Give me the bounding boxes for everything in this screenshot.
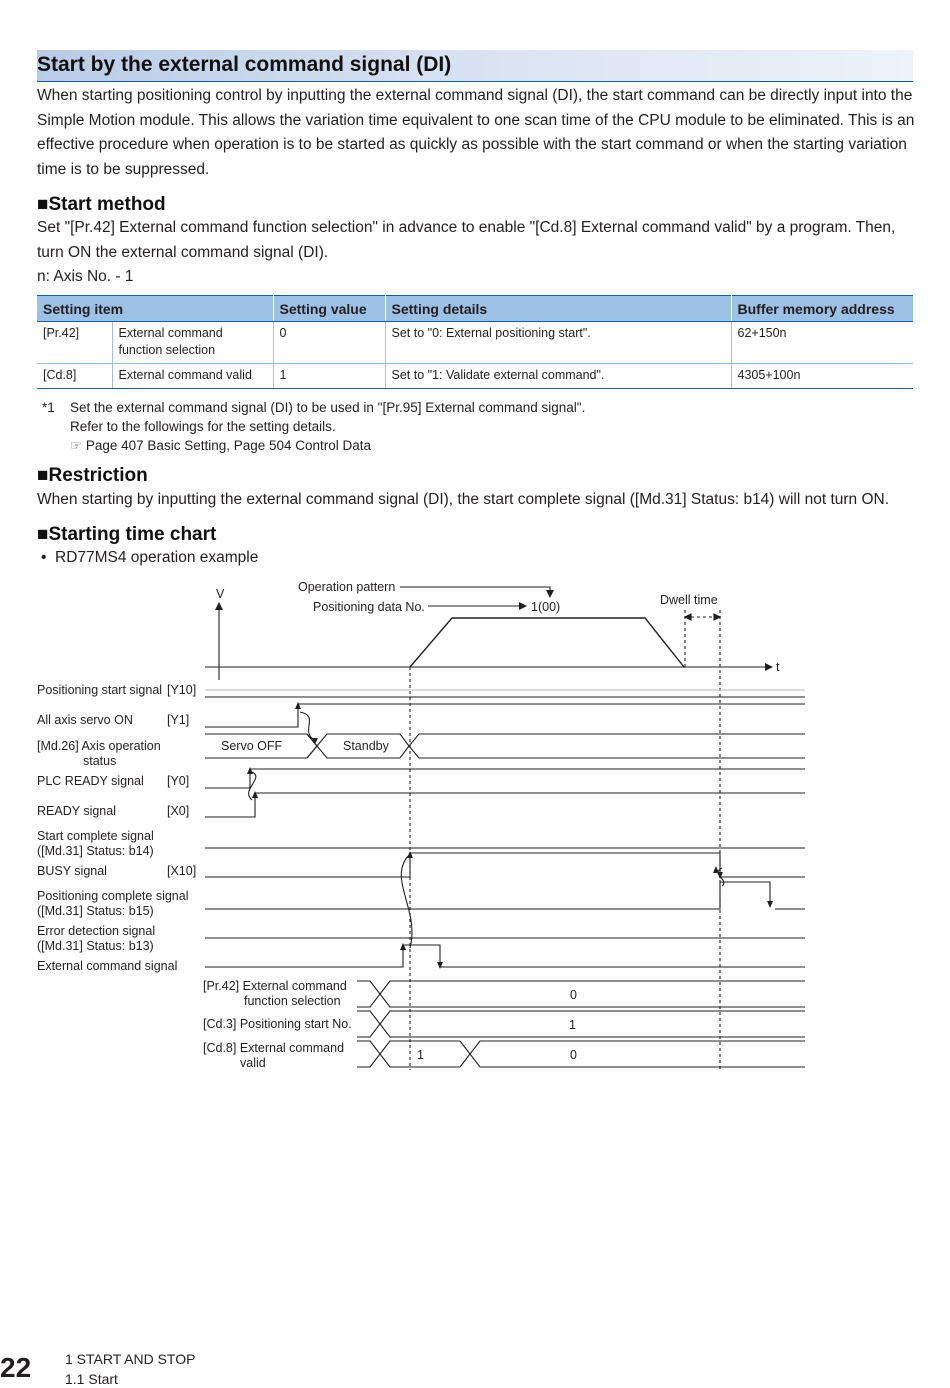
label-start-complete: Start complete signal: [37, 829, 154, 843]
section-title-bar: [37, 50, 913, 82]
table-row: [37, 364, 913, 389]
footer-section: 1.1 Start: [65, 1371, 118, 1387]
header-buffer-address: Buffer memory address: [731, 296, 913, 322]
timing-diagram: [0, 575, 950, 1085]
label-error-detection-2: ([Md.31] Status: b13): [37, 939, 154, 953]
label-cd8: [Cd.8] External command: [203, 1041, 345, 1055]
cell-value: 0: [273, 322, 385, 364]
header-setting-details: Setting details: [385, 296, 731, 322]
pointing-hand-icon: ☞: [70, 438, 83, 453]
label-start-complete-2: ([Md.31] Status: b14): [37, 844, 154, 858]
settings-table: [37, 295, 913, 389]
restriction-text: When starting by inputting the external command signal (DI), the start complete signal ([Md.31] Status: b14) will not turn ON.: [37, 491, 890, 508]
cell-address: 4305+100n: [731, 364, 913, 389]
label-busy: BUSY signal: [37, 864, 107, 878]
cell-details: Set to "0: External positioning start".: [385, 322, 731, 364]
table-header-row: [37, 296, 913, 322]
label-cd3: [Cd.3] Positioning start No.: [203, 1017, 352, 1031]
header-setting-value: Setting value: [273, 296, 385, 322]
header-setting-item: Setting item: [37, 296, 273, 322]
status-standby: Standby: [343, 739, 389, 753]
bus-cd3: [357, 1011, 805, 1037]
cell-code: [Pr.42]: [37, 322, 112, 364]
bullet-icon: •: [41, 549, 47, 566]
start-method-text: Set "[Pr.42] External command function selection" in advance to enable "[Cd.8] External command valid" by a program. Then, turn ON the external command signal (DI).: [37, 219, 896, 261]
positioning-data-value: 1(00): [531, 600, 561, 614]
intro-paragraph: When starting positioning control by inputting the external command signal (DI), the start command can be directly input into the Simple Motion module. This allows the variation time equivalent to one scan time of the CPU module to be eliminated. This is an effective procedure when operation is to be started as quickly as possible with the start command or when the starting variation time is to be suppressed.: [37, 87, 915, 178]
cd3-value: 1: [569, 1018, 576, 1032]
device-x10: [X10]: [167, 864, 197, 878]
cell-code: [Cd.8]: [37, 364, 112, 389]
label-all-axis-servo-on: All axis servo ON: [37, 713, 133, 727]
cell-name: External command function selection: [112, 322, 273, 364]
cd8-value-b: 0: [570, 1048, 577, 1062]
label-cd8-2: valid: [240, 1056, 266, 1070]
footer-chapter: 1 START AND STOP: [65, 1351, 196, 1367]
bus-cd8: [357, 1041, 805, 1067]
label-axis-operation-status: [Md.26] Axis operation: [37, 739, 161, 753]
signal-x10: [205, 853, 805, 877]
label-ready: READY signal: [37, 804, 116, 818]
time-chart-heading: ■Starting time chart: [37, 524, 217, 545]
label-axis-operation-status-2: status: [83, 754, 117, 768]
servo-on-causal-arrow: [300, 712, 314, 740]
signal-b15: [205, 882, 770, 909]
start-method-heading: ■Start method: [37, 194, 166, 215]
operation-pattern-label: Operation pattern: [298, 580, 396, 594]
dwell-time-label: Dwell time: [660, 593, 718, 607]
cell-address: 62+150n: [731, 322, 913, 364]
footnote-mark: *1: [42, 400, 55, 415]
cd8-value-a: 1: [417, 1048, 424, 1062]
dwell-arrows: [685, 614, 720, 620]
time-chart-example: RD77MS4 operation example: [55, 549, 259, 566]
label-plc-ready: PLC READY signal: [37, 774, 144, 788]
status-servo-off: Servo OFF: [221, 739, 283, 753]
device-y0: [Y0]: [167, 774, 190, 788]
restriction-heading: ■Restriction: [37, 465, 148, 486]
device-x0: [X0]: [167, 804, 190, 818]
positioning-data-no-label: Positioning data No.: [313, 600, 425, 614]
label-external-command: External command signal: [37, 959, 178, 973]
operation-pattern-leader: [400, 587, 550, 597]
device-y10: [Y10]: [167, 683, 197, 697]
axis-v-label: V: [216, 587, 225, 601]
pr42-value: 0: [570, 988, 577, 1002]
signal-x0: [205, 793, 805, 817]
signal-y0: [205, 769, 805, 788]
speed-profile: [410, 618, 684, 667]
signal-md26: [205, 734, 805, 758]
footnote-line3: [70, 436, 371, 455]
bus-pr42: [357, 981, 805, 1007]
label-pr42-2: function selection: [244, 994, 341, 1008]
table-row: [37, 322, 913, 364]
page-reference-link[interactable]: Page 407 Basic Setting, Page 504 Control Data: [85, 438, 372, 453]
signal-y1: [205, 704, 805, 727]
label-positioning-complete-2: ([Md.31] Status: b15): [37, 904, 154, 918]
footnote-line1: Set the external command signal (DI) to be used in "[Pr.95] External command signal".: [70, 400, 586, 415]
axis-note: n: Axis No. - 1: [37, 268, 134, 285]
signal-external-command: [205, 945, 805, 967]
device-y1: [Y1]: [167, 713, 190, 727]
cell-details: Set to "1: Validate external command".: [385, 364, 731, 389]
section-title: Start by the external command signal (DI): [37, 53, 452, 76]
label-positioning-complete: Positioning complete signal: [37, 889, 189, 903]
page-number: 22: [0, 1352, 32, 1383]
label-error-detection: Error detection signal: [37, 924, 156, 938]
cell-name: External command valid: [112, 364, 273, 389]
axis-t-label: t: [776, 660, 780, 674]
footnote-line2: Refer to the followings for the setting details.: [70, 419, 336, 434]
label-pr42: [Pr.42] External command: [203, 979, 347, 993]
label-positioning-start: Positioning start signal: [37, 683, 163, 697]
cell-value: 1: [273, 364, 385, 389]
